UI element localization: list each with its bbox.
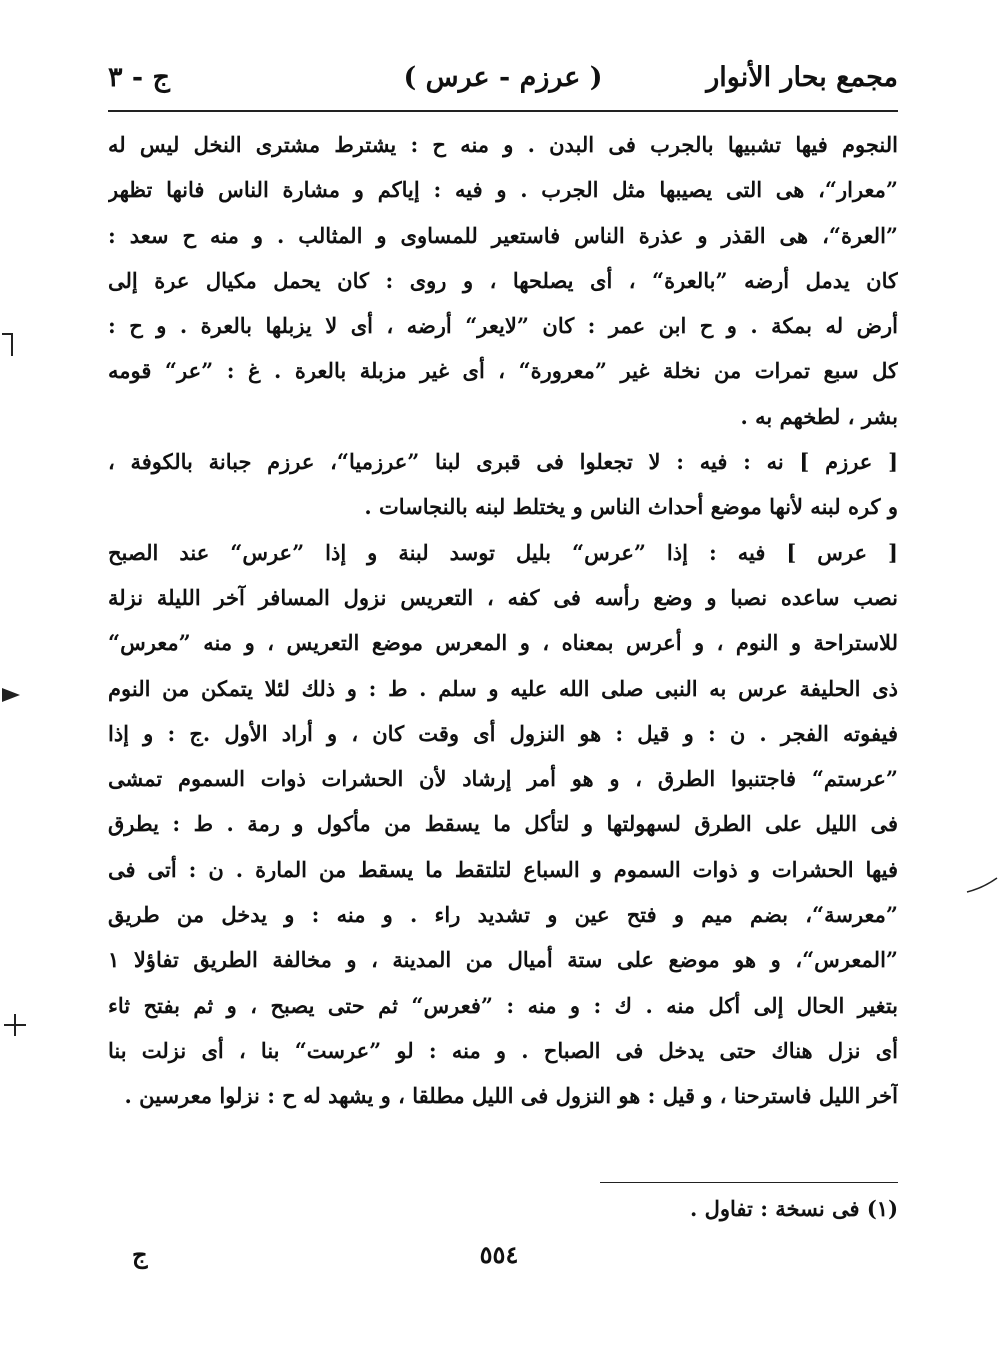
signature-mark: ج xyxy=(132,1240,148,1269)
footnote: (١) فى نسخة : تفاول . xyxy=(690,1196,898,1221)
header-rule xyxy=(108,110,898,112)
book-title: مجمع بحار الأنوار xyxy=(706,62,898,93)
text-line: بتغير الحال إلى أكل منه . ك : و منه : ”فعرس“ ثم حتى يصبح ، و ثم بفتح ثاء xyxy=(108,992,898,1018)
margin-curve-mark xyxy=(965,870,998,900)
text-line: فى الليل على الطرق لسهولتها و لتأكل ما يسقط من مأكول و رمة . ط : يطرق xyxy=(108,811,898,837)
text-line: و كره لبنه لأنها موضع أحداث الناس و يختلط لبنه بالنجاسات . xyxy=(364,494,898,520)
entry-heading-line: [ عرس ] فيه : إذا ”عرس“ بليل توسد لبنة و إذا ”عرس“ عند الصبح xyxy=(108,539,898,565)
text-line: آخر الليل فاسترحنا ، و قيل : هو النزول فى الليل مطلقا ، و يشهد له ح : نزلوا معرسين . xyxy=(124,1083,898,1109)
volume-number: ج - ٣ xyxy=(108,62,170,93)
text-line: للاستراحة و النوم ، و أعرس بمعناه ، و المعرس موضع التعريس ، و منه ”معرس“ xyxy=(108,630,898,656)
text-line: بشر ، لطخهم به . xyxy=(740,403,898,429)
footnote-rule xyxy=(600,1182,898,1183)
main-text xyxy=(108,122,898,1119)
text-line: كل سبع تمرات من نخلة غير ”معرورة“ ، أى غير مزبلة بالعرة . غ : ”عر“ قومه xyxy=(108,358,898,384)
text-line: ذى الحليفة عرس به النبى صلى الله عليه و سلم . ط : و ذلك لئلا يتمكن من النوم xyxy=(108,675,898,701)
section-title: ( عرزم - عرس ) xyxy=(403,62,603,93)
text-line: ”عرستم“ فاجتنبوا الطرق ، و هو أمر إرشاد لأن الحشرات ذوات السموم تمشى xyxy=(108,766,898,792)
text-line: ”معرار“، هى التى يصيبها مثل الجرب . و فيه : إياكم و مشارة الناس فانها تظهر xyxy=(108,177,898,203)
margin-arrow-mark xyxy=(0,680,30,710)
running-header xyxy=(108,58,898,102)
text-line: كان يدمل أرضه ”بالعرة“ ، أى يصلحها ، و روى : كان يحمل مكيال عرة إلى xyxy=(108,267,898,293)
text-line: ”العرة“، هى القذر و عذرة الناس فاستعير للمساوى و المثالب . و منه ح سعد : xyxy=(108,222,898,248)
text-line: النجوم فيها تشبيها بالجرب فى البدن . و منه ح : يشترط مشترى النخل ليس له xyxy=(108,132,898,157)
text-line: ”المعرس“، و هو موضع على ستة أميال من المدينة ، و مخالفة الطريق تفاؤلا ١ xyxy=(108,947,898,973)
text-line: نصب ساعده نصبا و وضع رأسه فى كفه ، التعريس نزول المسافر آخر الليلة نزلة xyxy=(108,584,898,610)
margin-bracket-mark xyxy=(0,330,30,360)
entry-heading-line: [ عرزم ] نه : فيه : لا تجعلوا فى قبرى لبنا ”عرزميا“، عرزم جبانة بالكوفة ، xyxy=(108,449,898,475)
margin-star-mark xyxy=(0,1010,30,1040)
text-line: أى نزل هناك حتى يدخل فى الصباح . و منه : لو ”عرست“ بنا ، أى نزلت بنا xyxy=(108,1037,898,1063)
page-number: ٥٥٤ xyxy=(479,1240,519,1269)
text-line: فيفوته الفجر . ن : و قيل : هو النزول أى وقت كان ، و أراد الأول .ج : و إذا xyxy=(108,720,898,746)
text-line: فيها الحشرات و ذوات السموم و السباع لتلتقط ما يسقط من المارة . ن : أتى فى xyxy=(108,856,898,882)
text-line: أرض له بمكة . و ح ابن عمر : كان ”لايعر“ أرضه ، أى لا يزبلها بالعرة . و ح : xyxy=(108,313,898,339)
text-line: ”معرسة“، بضم ميم و فتح عين و تشديد راء . و منه : و يدخل من طريق xyxy=(108,902,898,928)
